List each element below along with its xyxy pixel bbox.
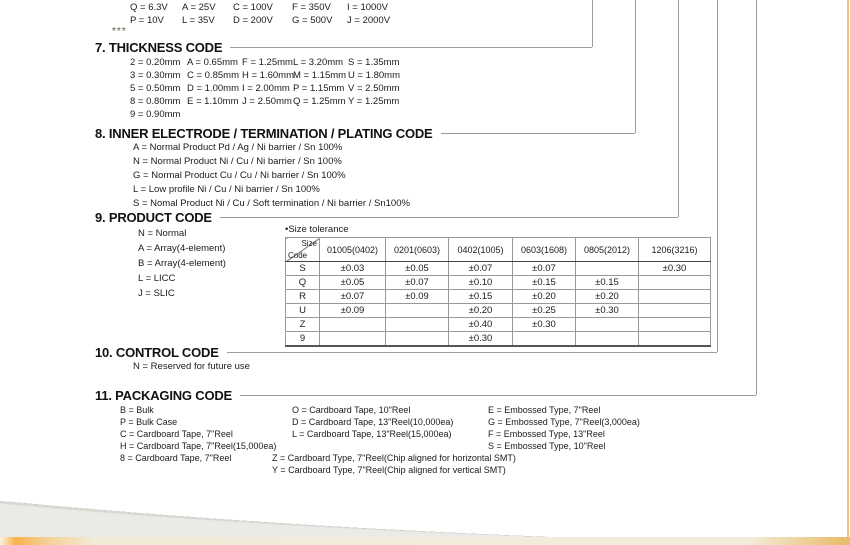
voltage-code-row-2 [130, 15, 390, 26]
thickness-code: P = 1.15mm [293, 83, 345, 94]
column-header: 0603(1608) [513, 238, 576, 262]
thickness-code: E = 1.10mm [187, 96, 239, 107]
packaging-col-2 [292, 404, 453, 440]
table-header-row [286, 238, 711, 262]
electrode-code: G = Normal Product Cu / Cu / Ni barrier / Sn 100% [133, 170, 346, 181]
row-code: R [286, 290, 320, 304]
tolerance-cell [576, 318, 639, 332]
packaging-col-2b [272, 452, 516, 476]
tolerance-cell: ±0.30 [576, 304, 639, 318]
thickness-row [130, 96, 399, 107]
tolerance-cell [639, 290, 711, 304]
thickness-code: 5 = 0.50mm [130, 83, 181, 94]
section-heading-packaging [95, 387, 756, 403]
table-row [286, 318, 711, 332]
table-row [286, 276, 711, 290]
voltage-code-row-1 [130, 2, 388, 13]
thickness-code: 8 = 0.80mm [130, 96, 181, 107]
column-header: 0201(0603) [386, 238, 449, 262]
packaging-code: B = Bulk [120, 405, 154, 415]
tolerance-cell [320, 318, 386, 332]
thickness-row [130, 70, 400, 81]
thickness-code: Q = 1.25mm [293, 96, 346, 107]
tolerance-cell: ±0.09 [386, 290, 449, 304]
bracket-line-electrode [635, 0, 636, 133]
control-code-list [133, 360, 250, 373]
thickness-code: C = 0.85mm [187, 70, 240, 81]
page-edge-gold-line [847, 0, 849, 537]
section-title: 10. CONTROL CODE [95, 344, 219, 360]
voltage-code: P = 10V [130, 15, 164, 26]
product-code: B = Array(4-element) [138, 258, 226, 269]
thickness-code: F = 1.25mm [242, 57, 293, 68]
tolerance-cell: ±0.40 [449, 318, 513, 332]
packaging-code: H = Cardboard Tape, 7"Reel(15,000ea) [120, 441, 277, 451]
thickness-row [130, 83, 399, 94]
packaging-code: D = Cardboard Tape, 13"Reel(10,000ea) [292, 417, 454, 427]
thickness-code: Y = 1.25mm [348, 96, 400, 107]
tolerance-cell: ±0.15 [449, 290, 513, 304]
footnote-stars: *** [112, 26, 127, 37]
tolerance-cell: ±0.07 [513, 262, 576, 276]
thickness-row [130, 57, 399, 68]
bracket-line-control [717, 0, 718, 352]
column-header: 01005(0402) [320, 238, 386, 262]
heading-rule [220, 217, 678, 218]
tolerance-cell: ±0.15 [513, 276, 576, 290]
control-code: N = Reserved for future use [133, 361, 250, 372]
voltage-code: D = 200V [233, 15, 273, 26]
packaging-code: S = Embossed Type, 10"Reel [488, 441, 606, 451]
packaging-code: 8 = Cardboard Tape, 7"Reel [120, 453, 232, 463]
tolerance-cell: ±0.25 [513, 304, 576, 318]
heading-rule [230, 47, 592, 48]
bracket-line-product [678, 0, 679, 217]
thickness-code: 3 = 0.30mm [130, 70, 181, 81]
packaging-col-3 [488, 404, 640, 452]
section-heading-control [95, 344, 717, 360]
electrode-code: L = Low profile Ni / Cu / Ni barrier / Sn 100% [133, 184, 320, 195]
product-code: L = LICC [138, 273, 176, 284]
tolerance-cell: ±0.20 [449, 304, 513, 318]
tolerance-cell: ±0.20 [576, 290, 639, 304]
section-title: 11. PACKAGING CODE [95, 387, 233, 403]
tolerance-cell: ±0.07 [449, 262, 513, 276]
tolerance-cell: ±0.03 [320, 262, 386, 276]
footer-band [0, 537, 850, 545]
packaging-code: P = Bulk Case [120, 417, 178, 427]
electrode-code: S = Nomal Product Ni / Cu / Soft termination / Ni barrier / Sn100% [133, 198, 410, 209]
thickness-code: U = 1.80mm [348, 70, 401, 81]
row-code: Z [286, 318, 320, 332]
thickness-code: D = 1.00mm [187, 83, 240, 94]
tolerance-cell: ±0.09 [320, 304, 386, 318]
section-title: 8. INNER ELECTRODE / TERMINATION / PLATING CODE [95, 125, 433, 141]
voltage-code: Q = 6.3V [130, 2, 168, 13]
thickness-code: S = 1.35mm [348, 57, 400, 68]
voltage-code: F = 350V [292, 2, 331, 13]
row-code: S [286, 262, 320, 276]
column-header: 0402(1005) [449, 238, 513, 262]
electrode-code: A = Normal Product Pd / Ag / Ni barrier / Sn 100% [133, 142, 343, 153]
packaging-code: F = Embossed Type, 13"Reel [488, 429, 605, 439]
thickness-code: J = 2.50mm [242, 96, 292, 107]
electrode-code-list [133, 141, 410, 211]
voltage-code: I = 1000V [347, 2, 388, 13]
corner-code-label: Code [288, 251, 308, 260]
corner-size-label: Size [301, 239, 317, 248]
table-row [286, 304, 711, 318]
section-heading-product [95, 209, 678, 225]
thickness-code: 9 = 0.90mm [130, 109, 181, 120]
heading-rule [441, 133, 635, 134]
size-tolerance-table-wrapper [285, 237, 711, 347]
packaging-col-1 [120, 404, 276, 464]
electrode-code: N = Normal Product Ni / Cu / Ni barrier / Sn 100% [133, 156, 342, 167]
packaging-code: G = Embossed Type, 7"Reel(3,000ea) [488, 417, 640, 427]
tolerance-cell [386, 304, 449, 318]
size-tolerance-table [285, 237, 711, 347]
voltage-code: J = 2000V [347, 15, 391, 26]
tolerance-cell [576, 262, 639, 276]
packaging-code: E = Embossed Type, 7"Reel [488, 405, 601, 415]
thickness-code: A = 0.65mm [187, 57, 238, 68]
voltage-code: A = 25V [182, 2, 216, 13]
product-code: N = Normal [138, 228, 187, 239]
voltage-code: C = 100V [233, 2, 273, 13]
tolerance-cell: ±0.10 [449, 276, 513, 290]
tolerance-cell [639, 304, 711, 318]
row-code: U [286, 304, 320, 318]
tolerance-cell: ±0.15 [576, 276, 639, 290]
voltage-code: L = 35V [182, 15, 215, 26]
bracket-line-packaging [756, 0, 757, 395]
product-code: J = SLIC [138, 288, 175, 299]
heading-rule [227, 352, 717, 353]
table-row [286, 262, 711, 276]
tolerance-cell [386, 318, 449, 332]
section-heading-thickness [95, 39, 592, 55]
row-code: Q [286, 276, 320, 290]
heading-rule [240, 395, 756, 396]
tolerance-cell: ±0.05 [320, 276, 386, 290]
column-header: 1206(3216) [639, 238, 711, 262]
tolerance-cell [639, 276, 711, 290]
product-code-list [138, 226, 226, 301]
thickness-code: V = 2.50mm [348, 83, 400, 94]
tolerance-cell: ±0.05 [386, 262, 449, 276]
table-corner-cell [286, 238, 320, 262]
voltage-code: G = 500V [292, 15, 333, 26]
section-heading-electrode [95, 125, 635, 141]
section-title: 9. PRODUCT CODE [95, 209, 212, 225]
packaging-code: C = Cardboard Tape, 7"Reel [120, 429, 233, 439]
tolerance-cell: ±0.20 [513, 290, 576, 304]
thickness-code: 2 = 0.20mm [130, 57, 181, 68]
tolerance-cell [639, 318, 711, 332]
tolerance-cell: ±0.07 [386, 276, 449, 290]
tolerance-cell: ±0.07 [320, 290, 386, 304]
tolerance-cell: ±0.30 [449, 332, 513, 347]
packaging-code: Y = Cardboard Type, 7"Reel(Chip aligned for vertical SMT) [272, 465, 506, 475]
packaging-code: Z = Cardboard Type, 7"Reel(Chip aligned for horizontal SMT) [272, 453, 516, 463]
bracket-line-thickness [592, 0, 593, 47]
column-header: 0805(2012) [576, 238, 639, 262]
product-code: A = Array(4-element) [138, 243, 226, 254]
tolerance-cell: ±0.30 [639, 262, 711, 276]
thickness-code: M = 1.15mm [293, 70, 347, 81]
thickness-code: L = 3.20mm [293, 57, 344, 68]
thickness-code: H = 1.60mm [242, 70, 295, 81]
row-code: 9 [286, 332, 320, 347]
tolerance-cell: ±0.30 [513, 318, 576, 332]
packaging-code: O = Cardboard Tape, 10"Reel [292, 405, 411, 415]
thickness-code: I = 2.00mm [242, 83, 290, 94]
size-tolerance-label: •Size tolerance [285, 224, 349, 235]
packaging-code: L = Cardboard Tape, 13"Reel(15,000ea) [292, 429, 452, 439]
thickness-row [130, 109, 180, 120]
table-row [286, 290, 711, 304]
section-title: 7. THICKNESS CODE [95, 39, 223, 55]
